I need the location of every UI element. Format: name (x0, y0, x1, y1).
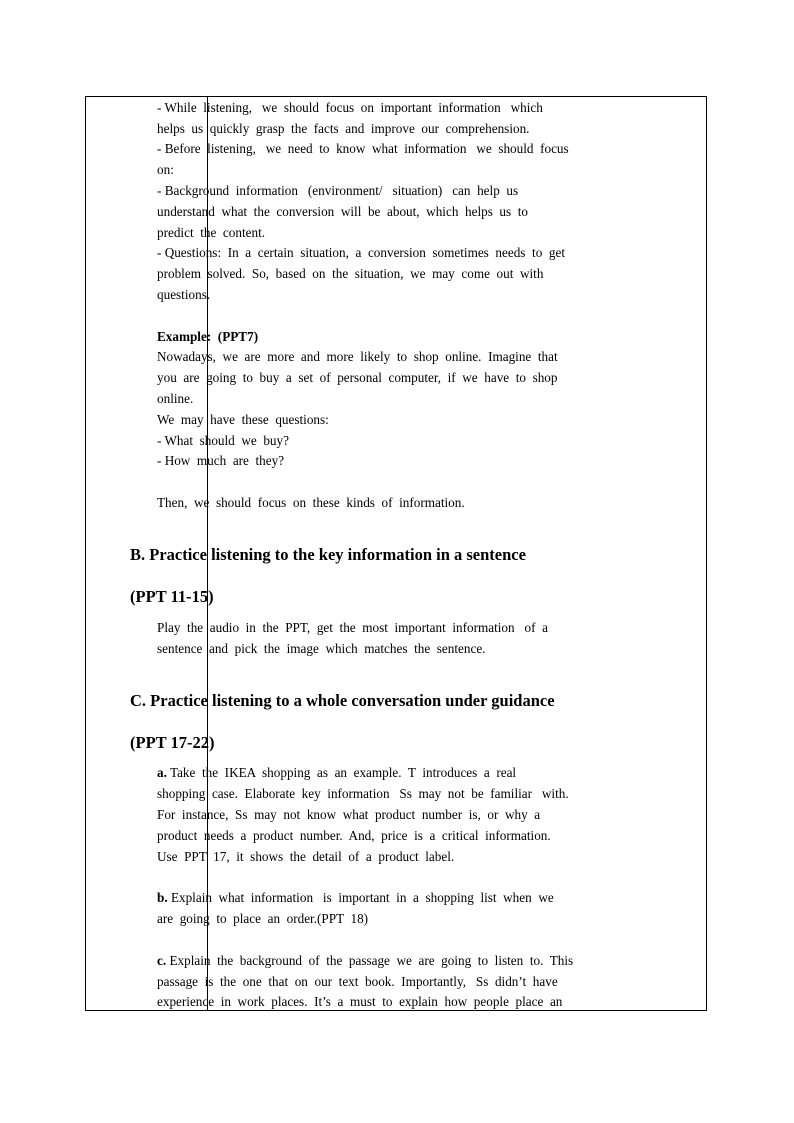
example-line: you are going to buy a set of personal computer, if we have to shop (157, 370, 558, 385)
section-b-line: Play the audio in the PPT, get the most important information of a (157, 620, 548, 635)
section-a-line: helps us quickly grasp the facts and improve our comprehension. (157, 121, 530, 136)
item-c-first-line (157, 951, 613, 972)
section-a-line: - Before listening, we need to know what information we should focus (157, 141, 569, 156)
item-a-line: For instance, Ss may not know what product number is, or why a (157, 807, 541, 822)
section-b-ppt: (PPT 11-15) (130, 587, 214, 606)
example-line: - How much are they? (157, 453, 285, 468)
section-a-line: understand what the conversion will be about, which helps us to (157, 204, 529, 219)
example-title: Example: (PPT7) (157, 329, 259, 344)
example-conclusion: Then, we should focus on these kinds of information. (157, 495, 465, 510)
item-b-first-line (157, 888, 613, 909)
item-a-line: Use PPT 17, it shows the detail of a product label. (157, 849, 455, 864)
item-c-line: experience in work places. It’s a must to explain how people place an (157, 994, 563, 1009)
section-b-line: sentence and pick the image which matches the sentence. (157, 641, 486, 656)
item-b-label: b. (157, 890, 168, 905)
item-c-line: passage is the one that on our text book. Importantly, Ss didn’t have (157, 974, 558, 989)
section-b-heading: B. Practice listening to the key information in a sentence (130, 545, 526, 564)
section-a-line: questions. (157, 287, 211, 302)
item-c-label: c. (157, 953, 167, 968)
section-a-line: problem solved. So, based on the situation, we may come out with (157, 266, 544, 281)
section-a-line: on: (157, 162, 174, 177)
example-line: Nowadays, we are more and more likely to shop online. Imagine that (157, 349, 558, 364)
section-a-line: - Questions: In a certain situation, a conversion sometimes needs to get (157, 245, 565, 260)
example-line: online. (157, 391, 194, 406)
item-a-line: shopping case. Elaborate key information Ss may not be familiar with. (157, 786, 569, 801)
example-line: - What should we buy? (157, 433, 289, 448)
item-b-text: Explain what information is important in a shopping list when we (167, 890, 554, 905)
section-c-heading: C. Practice listening to a whole conversation under guidance (130, 691, 555, 710)
item-c-text: Explain the background of the passage we are going to listen to. This (166, 953, 574, 968)
section-c-ppt: (PPT 17-22) (130, 733, 215, 752)
section-a-line: - Background information (environment/ situation) can help us (157, 183, 519, 198)
item-a-label: a. (157, 765, 167, 780)
item-a-text: Take the IKEA shopping as an example. T introduces a real (166, 765, 517, 780)
item-a-line: product needs a product number. And, price is a critical information. (157, 828, 551, 843)
section-a-line: predict the content. (157, 225, 266, 240)
example-line: We may have these questions: (157, 412, 329, 427)
item-a-first-line (157, 763, 613, 784)
section-a-line: - While listening, we should focus on important information which (157, 100, 543, 115)
item-b-line: are going to place an order.(PPT 18) (157, 911, 369, 926)
